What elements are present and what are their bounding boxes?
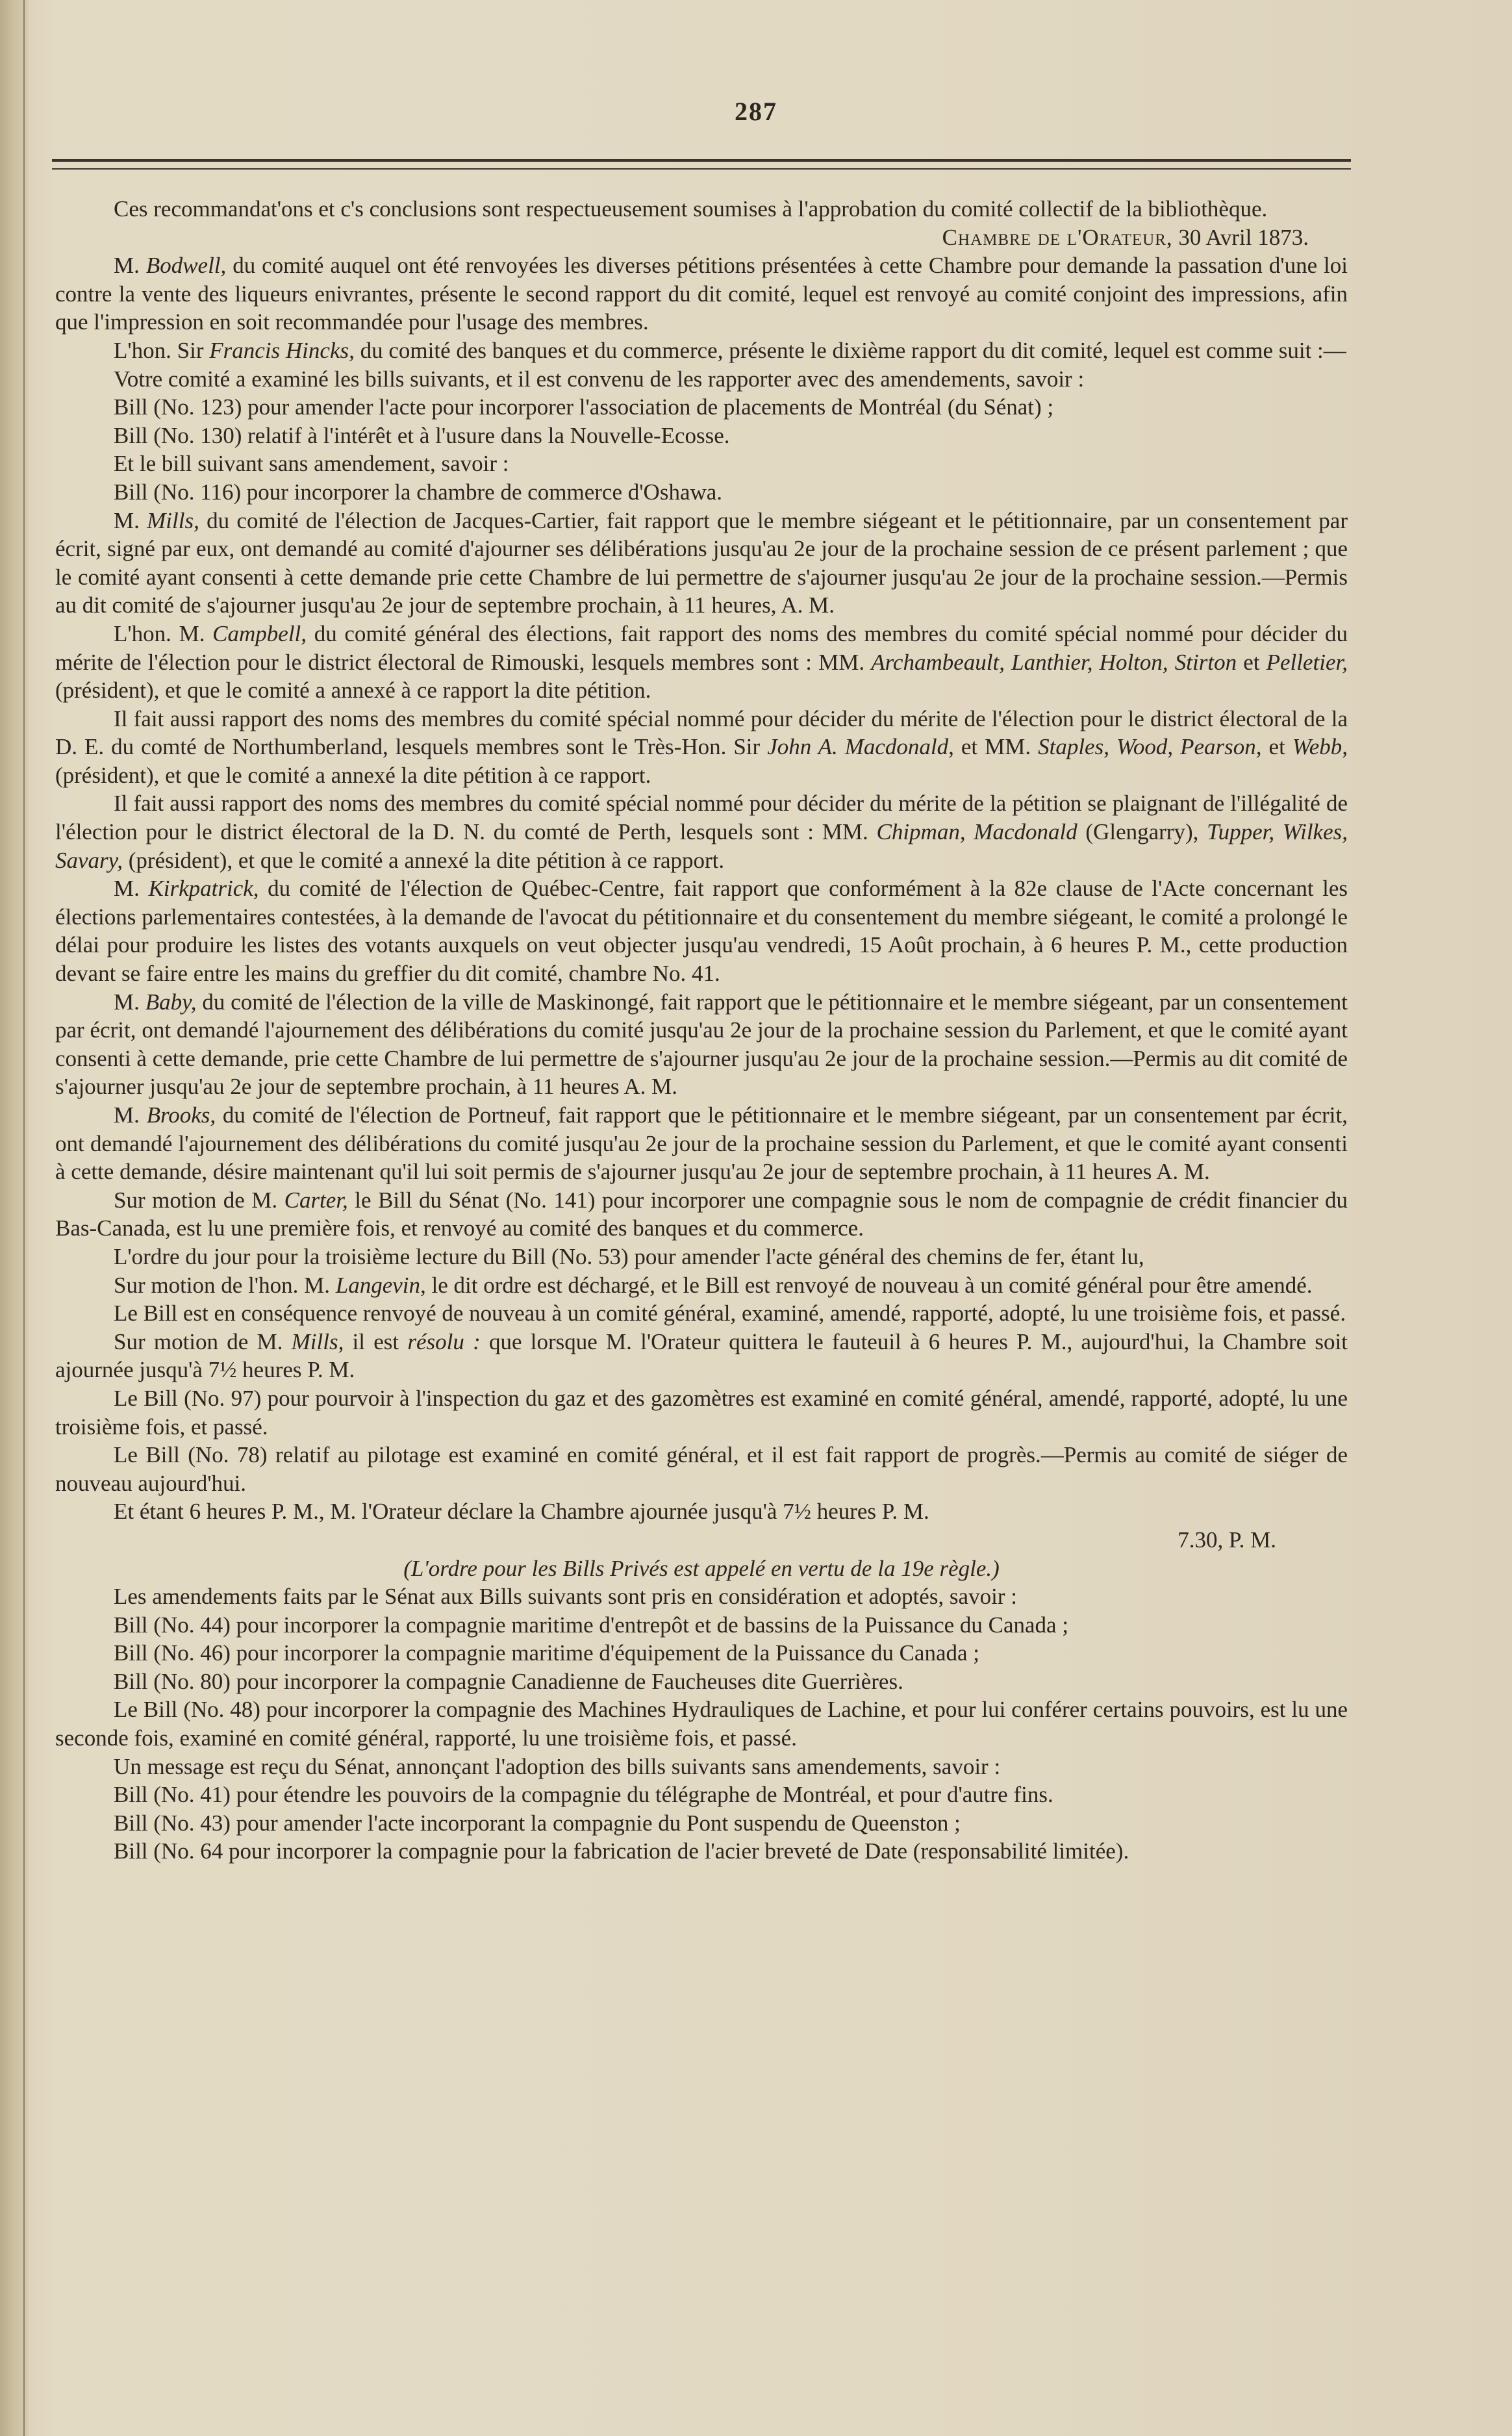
paragraph [55,1554,1348,1583]
text-segment: 7.30, P. M. [1178,1527,1276,1553]
paragraph [55,1441,1348,1497]
italic-name-text: Bodwell, [145,253,227,279]
text-segment: L'hon. Sir [114,337,210,363]
text-segment: M. [114,876,149,902]
text-segment: L'ordre du jour pour la troisième lecture du Bill (No. 53) pour amender l'acte général des chemins de fer, étant lu, [114,1243,1144,1269]
text-segment: Bill (No. 80) pour incorporer la compagnie Canadienne de Faucheuses dite Guerrières. [114,1668,903,1694]
paragraph [55,223,1348,252]
italic-name-text: John A. Macdonald, [767,734,954,760]
italic-name-text: Langevin, [335,1272,426,1298]
italic-name-text: Pelletier, [1266,649,1348,675]
paragraph [55,874,1348,987]
text-segment: et [1237,649,1266,675]
text-segment: Bill (No. 43) pour amender l'acte incorporant la compagnie du Pont suspendu de Queenston ; [114,1810,961,1836]
paragraph [55,450,1348,478]
paragraph [55,1582,1348,1611]
text-segment: Il fait aussi rapport des noms des membres du comité spécial nommé pour décider du mérite de l'élection pour le district électoral de la D. E. du comté de Northumberland, lesquels membres sont le Très-Hon. Sir [55,705,1348,760]
text-segment: du comité de l'élection de Portneuf, fait rapport que le pétitionnaire et le membre siégeant, par un consentement par écrit, ont demandé l'ajournement des délibérations du comité jusqu'au 2e jour de la prochaine session du Parlement, et que le comité ayant consenti à cette demande, désire maintenant qu'il lui soit permis de s'ajourner jusqu'au 2e jour de septembre prochain, à 11 heures A. M. [55,1102,1348,1185]
header-rule-thick [52,159,1351,162]
paragraph [55,507,1348,620]
paragraph [55,1695,1348,1752]
page-body-text [55,195,1348,1866]
italic-name-text: Campbell, [212,620,307,646]
text-segment: (président), et que le comité a annexé la dite pétition à ce rapport. [123,847,725,873]
paragraph [55,1299,1348,1328]
small-caps-text: Chambre de l'Orateur, [942,224,1173,250]
text-segment: Bill (No. 41) pour étendre les pouvoirs de la compagnie du télégraphe de Montréal, et pour d'autre fins. [114,1782,1053,1808]
paragraph [55,620,1348,705]
text-segment: du comité auquel ont été renvoyées les diverses pétitions présentées à cette Chambre pour demande la passation d'une loi contre la vente des liqueurs enivrantes, présente le second rapport du dit comité, lequel est renvoyé au comité conjoint des impressions, afin que l'impression en soit recommandée pour l'usage des membres. [55,253,1348,335]
text-segment: Bill (No. 44) pour incorporer la compagnie maritime d'entrepôt et de bassins de la Puissance du Canada ; [114,1612,1069,1638]
italic-name-text: Tupper, Wilkes, Savary, [55,819,1348,873]
header-rule-thin [52,168,1351,170]
text-segment: Votre comité a examiné les bills suivants, et il est convenu de les rapporter avec des amendements, savoir : [114,366,1085,392]
text-segment: le Bill du Sénat (No. 141) pour incorporer une compagnie sous le nom de compagnie de crédit financier du Bas-Canada, est lu une première fois, et renvoyé au comité des banques et du commerce. [55,1187,1348,1241]
paragraph [55,705,1348,790]
text-segment: du comité de l'élection de Québec-Centre, fait rapport que conformément à la 82e clause de l'Acte concernant les élections parlementaires contestées, à la demande de l'avocat du pétitionnaire et du consentement du membre siégeant, le comité a prolongé le délai pour produire les listes des votants auxquels on veut objecter jusqu'au vendredi, 15 Août prochain, à 6 heures P. M., cette production devant se faire entre les mains du greffier du dit comité, chambre No. 41. [55,876,1348,987]
italic-name-text: Carter, [284,1187,348,1213]
text-segment: que lorsque M. l'Orateur quittera le fauteuil à 6 heures P. M., aujourd'hui, la Chambre soit ajournée jusqu'à 7½ heures P. M. [55,1328,1348,1383]
paragraph [55,1611,1348,1640]
italic-name-text: résolu : [407,1328,481,1354]
paragraph [55,1668,1348,1696]
italic-name-text: Mills, [147,507,199,533]
text-segment: Sur motion de M. [114,1328,292,1354]
text-segment: Bill (No. 123) pour amender l'acte pour incorporer l'association de placements de Montréal (du Sénat) ; [114,394,1054,420]
paragraph [55,251,1348,336]
paragraph [55,1384,1348,1441]
text-segment: M. [114,1102,147,1128]
paragraph [55,1186,1348,1243]
text-segment: Bill (No. 46) pour incorporer la compagnie maritime d'équipement de la Puissance du Canada ; [114,1640,980,1666]
paragraph [55,393,1348,422]
text-segment: (président), et que le comité a annexé à ce rapport la dite pétition. [55,678,651,704]
italic-name-text: Mills, [291,1328,344,1354]
paragraph [55,1837,1348,1866]
text-segment: du comité des banques et du commerce, présente le dixième rapport du dit comité, lequel est comme suit :— [354,337,1346,363]
italic-name-text: Chipman, Macdonald [876,819,1077,845]
paragraph [55,336,1348,365]
paragraph [55,1809,1348,1838]
paragraph [55,1526,1348,1554]
text-segment: Ces recommandat'ons et c's conclusions sont respectueusement soumises à l'approbation du comité collectif de la bibliothèque. [114,196,1268,222]
text-segment: Bill (No. 116) pour incorporer la chambre de commerce d'Oshawa. [114,479,723,505]
text-segment: Sur motion de M. [114,1187,284,1213]
italic-name-text: Francis Hincks, [209,337,355,363]
italic-name-text: Archambeault, Lanthier, Holton, Stirton [871,649,1237,675]
text-segment: du comité général des élections, fait rapport des noms des membres du comité spécial nommé pour décider du mérite de l'élection pour le district électoral de Rimouski, lesquels membres sont : MM. [55,620,1348,675]
text-segment: il est [344,1328,408,1354]
text-segment: Bill (No. 64 pour incorporer la compagnie pour la fabrication de l'acier breveté de Date (responsabilité limitée). [114,1838,1129,1864]
paragraph [55,1639,1348,1668]
text-segment: du comité de l'élection de Jacques-Cartier, fait rapport que le membre siégeant et le pétitionnaire, par un consentement par écrit, signé par eux, ont demandé au comité d'ajourner ses délibérations jusqu'au 2e jour de la prochaine session de ce présent parlement ; que le comité ayant consenti à cette demande prie cette Chambre de lui permettre de s'ajourner jusqu'au 2e jour de la prochaine session.—Permis au dit comité de s'ajourner jusqu'au 2e jour de septembre prochain, à 11 heures, A. M. [55,507,1348,618]
text-segment: Bill (No. 130) relatif à l'intérêt et à l'usure dans la Nouvelle-Ecosse. [114,422,730,448]
text-segment: le dit ordre est déchargé, et le Bill est renvoyé de nouveau à un comité général pour être amendé. [425,1272,1313,1298]
paragraph [55,1497,1348,1526]
text-segment: Un message est reçu du Sénat, annonçant l'adoption des bills suivants sans amendements, savoir : [114,1753,1001,1779]
paragraph [55,789,1348,874]
text-segment: Le Bill est en conséquence renvoyé de nouveau à un comité général, examiné, amendé, rapporté, adopté, lu une troisième fois, et passé. [114,1300,1346,1326]
paragraph [55,1781,1348,1809]
paragraph [55,1271,1348,1300]
text-segment: et [1261,734,1292,760]
paragraph [55,1243,1348,1271]
italic-name-text: Webb, [1292,734,1348,760]
paragraph [55,195,1348,223]
text-segment: Et étant 6 heures P. M., M. l'Orateur déclare la Chambre ajournée jusqu'à 7½ heures P. M. [114,1499,929,1525]
text-segment: M. [114,989,145,1015]
text-segment: M. [114,507,147,533]
paragraph [55,365,1348,394]
paragraph [55,1328,1348,1384]
italic-name-text: Brooks, [146,1102,216,1128]
binding-shadow-line [23,0,25,2436]
text-segment: du comité de l'élection de la ville de Maskinongé, fait rapport que le pétitionnaire et le membre siégeant, par un consentement par écrit, ont demandé l'ajournement des délibérations du comité jusqu'au 2e jour de la prochaine session du Parlement, et que le comité ayant consenti à cette demande, prie cette Chambre de lui permettre de s'ajourner jusqu'au 2e jour de la prochaine session.—Permis au dit comité de s'ajourner jusqu'au 2e jour de septembre prochain, à 11 heures A. M. [55,989,1348,1100]
text-segment: Sur motion de l'hon. M. [114,1272,336,1298]
text-segment: Il fait aussi rapport des noms des membres du comité spécial nommé pour décider du mérite de la pétition se plaignant de l'illégalité de l'élection pour le district électoral de la D. N. du comté de Perth, lesquels sont : MM. [55,791,1348,845]
text-segment: Les amendements faits par le Sénat aux Bills suivants sont pris en considération et adoptés, savoir : [114,1584,1017,1610]
text-segment: M. [114,253,146,279]
text-segment: et MM. [953,734,1039,760]
text-segment: 30 Avril 1873. [1172,224,1309,250]
italic-name-text: Baby, [145,989,197,1015]
italic-name-text: Staples, Wood, Pearson, [1038,734,1262,760]
text-segment: Le Bill (No. 78) relatif au pilotage est examiné en comité général, et il est fait rapport de progrès.—Permis au comité de siéger de nouveau aujourd'hui. [55,1442,1348,1496]
paragraph [55,422,1348,450]
text-segment: (L'ordre pour les Bills Privés est appelé en vertu de la 19e règle.) [403,1555,1000,1581]
italic-name-text: Kirkpatrick, [148,876,259,902]
page-number: 287 [735,97,777,126]
paragraph [55,988,1348,1101]
text-segment: (Glengarry), [1077,819,1207,845]
paragraph [55,1753,1348,1781]
text-segment: Et le bill suivant sans amendement, savoir : [114,451,509,477]
text-segment: Le Bill (No. 48) pour incorporer la compagnie des Machines Hydrauliques de Lachine, et pour lui conférer certains pouvoirs, est lu une seconde fois, examiné en comité général, rapporté, lu une troisième fois, et passé. [55,1697,1348,1751]
paragraph [55,478,1348,507]
text-segment: L'hon. M. [114,620,213,646]
paragraph [55,1101,1348,1186]
text-segment: Le Bill (No. 97) pour pourvoir à l'inspection du gaz et des gazomètres est examiné en comité général, amendé, rapporté, adopté, lu une troisième fois, et passé. [55,1385,1348,1440]
text-segment: (président), et que le comité a annexé la dite pétition à ce rapport. [55,762,651,788]
